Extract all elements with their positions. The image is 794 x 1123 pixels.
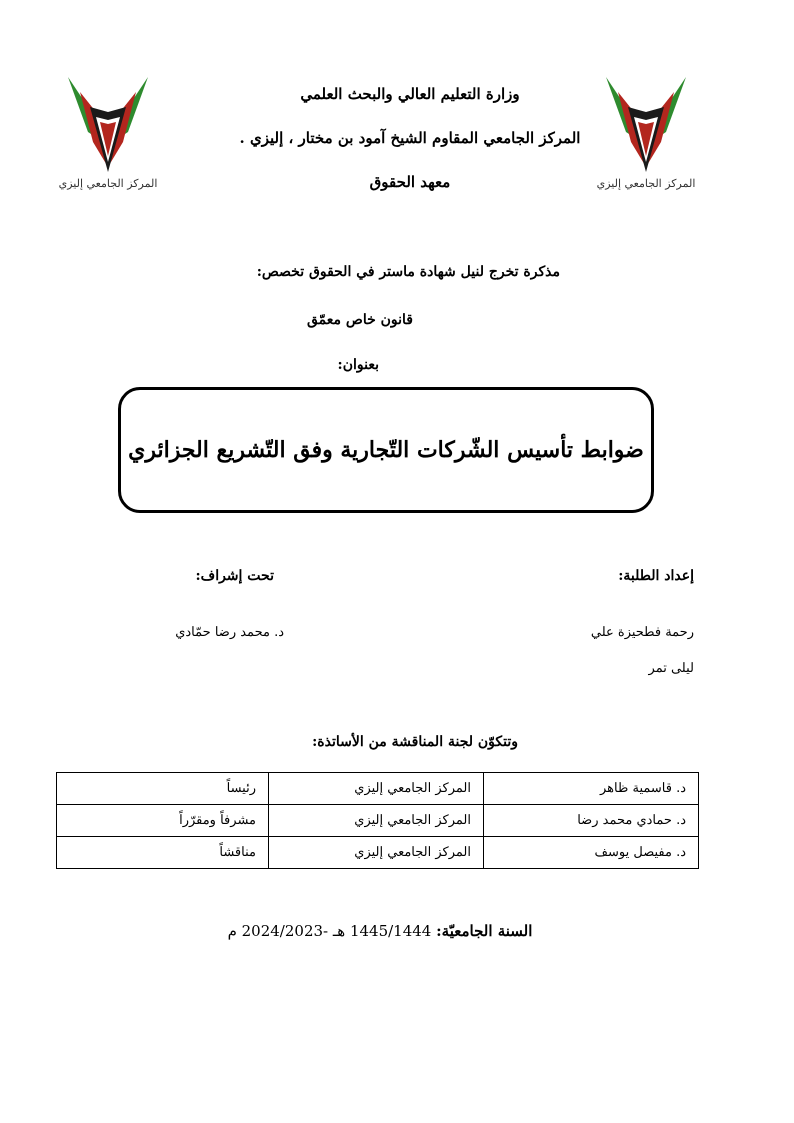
supervisor-label: تحت إشراف:: [195, 568, 274, 584]
institute-name: معهد الحقوق: [369, 173, 451, 191]
table-row: [57, 805, 699, 837]
logo-emblem-icon: [68, 77, 148, 172]
member-name: د. حمادي محمد رضا: [484, 805, 699, 837]
member-role: رئيساً: [57, 773, 269, 805]
member-institution: المركز الجامعي إليزي: [269, 773, 484, 805]
academic-year-value: 1445/1444 هـ -2024/2023 م: [227, 922, 432, 940]
academic-year-label: السنة الجامعيّة:: [436, 922, 533, 940]
supervisor-name: د. محمد رضا حمّادي: [175, 625, 284, 640]
member-institution: المركز الجامعي إليزي: [269, 837, 484, 869]
member-role: مشرفاً ومقرّراً: [57, 805, 269, 837]
logo-caption: المركز الجامعي إليزي: [596, 177, 696, 190]
university-logo-left: [58, 72, 158, 192]
committee-intro: وتتكوّن لجنة المناقشة من الأساتذة:: [312, 734, 518, 750]
member-institution: المركز الجامعي إليزي: [269, 805, 484, 837]
title-label: بعنوان:: [337, 357, 379, 373]
member-role: مناقشاً: [57, 837, 269, 869]
degree-line: مذكرة تخرج لنيل شهادة ماستر في الحقوق تخصص:: [256, 264, 560, 280]
table-row: [57, 773, 699, 805]
university-center-name: المركز الجامعي المقاوم الشيخ آمود بن مختار ، إليزي .: [239, 129, 581, 147]
thesis-title: ضوابط تأسيس الشّركات التّجارية وفق التّشريع الجزائري: [128, 437, 644, 463]
member-name: د. قاسمية ظاهر: [484, 773, 699, 805]
academic-year: [180, 922, 580, 940]
students-label: إعداد الطلبة:: [618, 568, 694, 584]
specialty: قانون خاص معمّق: [307, 312, 413, 328]
thesis-title-box: [118, 387, 654, 513]
member-name: د. مفيصل يوسف: [484, 837, 699, 869]
student-name-2: ليلى تمر: [648, 661, 694, 676]
ministry-name: وزارة التعليم العالي والبحث العلمي: [300, 85, 520, 103]
student-name-1: رحمة فطحيزة علي: [590, 625, 694, 640]
logo-caption: المركز الجامعي إليزي: [58, 177, 158, 190]
table-row: [57, 837, 699, 869]
committee-table: [56, 772, 699, 869]
